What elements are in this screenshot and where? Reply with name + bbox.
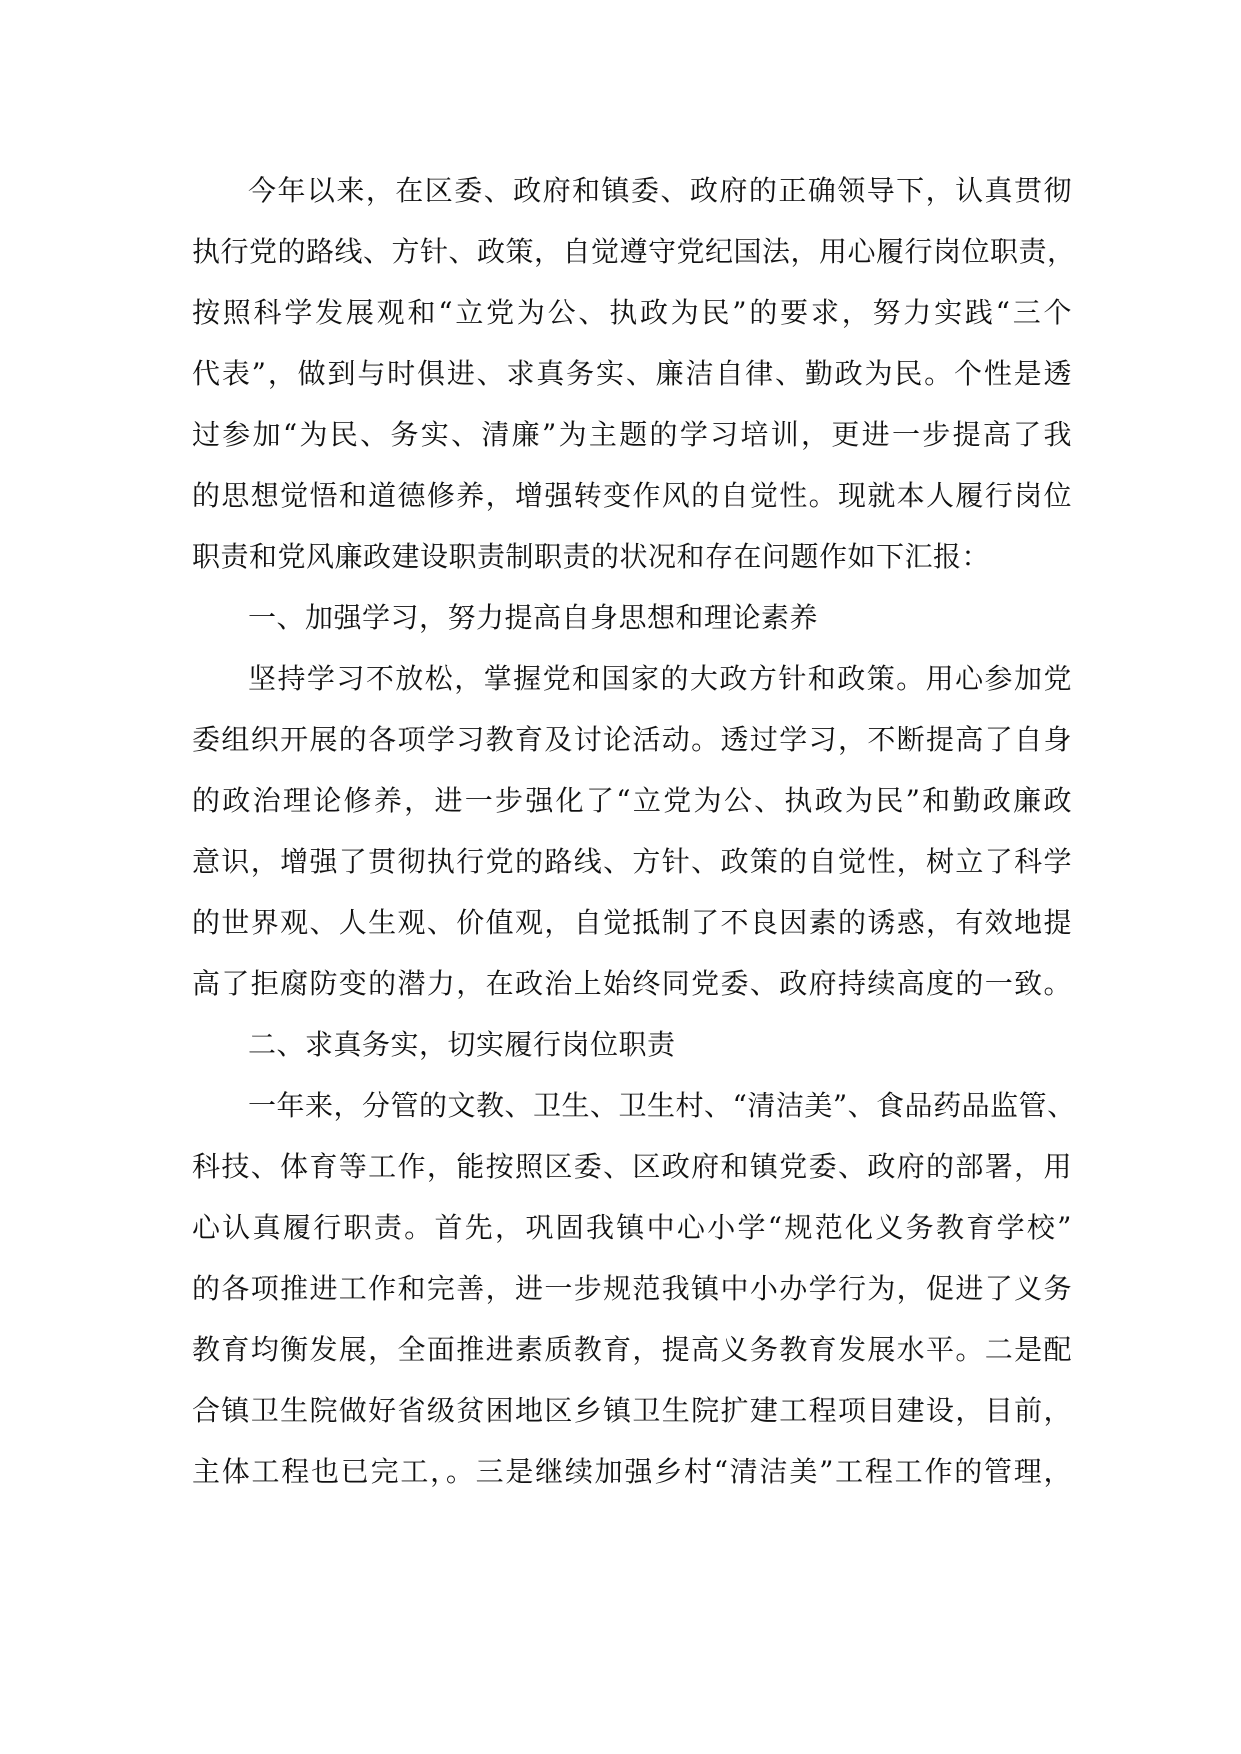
text-line: 合镇卫生院做好省级贫困地区乡镇卫生院扩建工程项目建设，目前，: [192, 1394, 1072, 1427]
section-heading-1: [192, 587, 1072, 648]
text-line: 坚持学习不放松，掌握党和国家的大政方针和政策。用心参加党: [248, 662, 1072, 695]
text-line: 委组织开展的各项学习教育及讨论活动。透过学习，不断提高了自身: [192, 723, 1072, 756]
document-body: [192, 160, 1076, 1502]
text-line: 的政治理论修养，进一步强化了“立党为公、执政为民”和勤政廉政: [192, 784, 1072, 817]
text-line: 的世界观、人生观、价值观，自觉抵制了不良因素的诱惑，有效地提: [192, 906, 1072, 939]
paragraph-duties: [192, 1075, 1076, 1502]
text-line: 的各项推进工作和完善，进一步规范我镇中小办学行为，促进了义务: [192, 1272, 1072, 1305]
text-line: 意识，增强了贯彻执行党的路线、方针、政策的自觉性，树立了科学: [192, 845, 1072, 878]
paragraph-study: [192, 648, 1072, 1014]
heading-line: 一、加强学习，努力提高自身思想和理论素养: [248, 601, 819, 634]
text-line: 高了拒腐防变的潜力，在政治上始终同党委、政府持续高度的一致。: [192, 967, 1072, 1000]
text-line: 主体工程也已完工，。三是继续加强乡村“清洁美”工程工作的管理，: [192, 1455, 1072, 1488]
text-line: 教育均衡发展，全面推进素质教育，提高义务教育发展水平。二是配: [192, 1333, 1072, 1366]
paragraph-intro: [192, 160, 1076, 587]
text-line: 今年以来，在区委、政府和镇委、政府的正确领导下，认真贯彻: [248, 174, 1072, 207]
text-line: 按照科学发展观和“立党为公、执政为民”的要求，努力实践“三个: [192, 296, 1072, 329]
text-line: 一年来，分管的文教、卫生、卫生村、“清洁美”、食品药品监管、: [248, 1089, 1076, 1122]
heading-line: 二、求真务实，切实履行岗位职责: [248, 1028, 676, 1061]
text-line: 执行党的路线、方针、政策，自觉遵守党纪国法，用心履行岗位职责，: [192, 235, 1076, 268]
text-line: 心认真履行职责。首先，巩固我镇中心小学“规范化义务教育学校”: [192, 1211, 1072, 1244]
text-line: 科技、体育等工作，能按照区委、区政府和镇党委、政府的部署，用: [192, 1150, 1072, 1183]
text-line: 过参加“为民、务实、清廉”为主题的学习培训，更进一步提高了我: [192, 418, 1072, 451]
section-heading-2: [192, 1014, 1072, 1075]
text-line: 职责和党风廉政建设职责制职责的状况和存在问题作如下汇报：: [192, 540, 991, 573]
text-line: 的思想觉悟和道德修养，增强转变作风的自觉性。现就本人履行岗位: [192, 479, 1072, 512]
text-line: 代表”，做到与时俱进、求真务实、廉洁自律、勤政为民。个性是透: [192, 357, 1072, 390]
